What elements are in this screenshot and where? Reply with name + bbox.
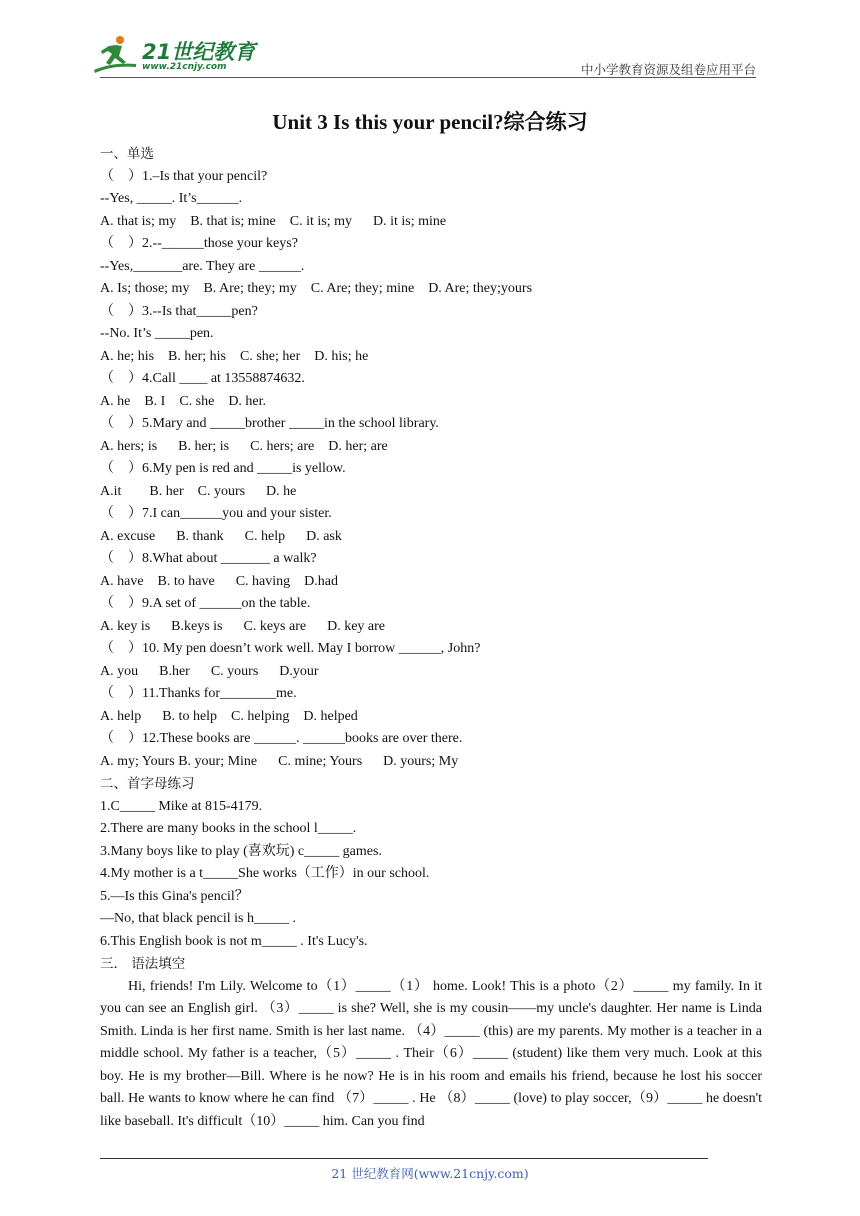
runner-logo-icon bbox=[92, 34, 138, 76]
question-line: 4.My mother is a t_____She works（工作）in our school. bbox=[100, 866, 430, 881]
question-line: （ ）12.These books are ______. ______books are over there. bbox=[100, 731, 463, 746]
options-line: A. my; Yours B. your; Mine C. mine; Yours D. yours; My bbox=[100, 753, 459, 769]
question-line: （ ）1.–Is that your pencil? bbox=[100, 168, 268, 184]
options-line: A. you B.her C. yours D.your bbox=[100, 663, 319, 679]
header-platform-text: 中小学教育资源及组卷应用平台 bbox=[580, 62, 756, 77]
options-line: A. hers; is B. her; is C. hers; are D. her; are bbox=[100, 438, 388, 454]
question-line: 2.There are many books in the school l_____. bbox=[100, 821, 357, 836]
section-heading: 三． 语法填空 bbox=[100, 956, 186, 972]
options-line: A. help B. to help C. helping D. helped bbox=[100, 708, 358, 724]
page-title: Unit 3 Is this your pencil?综合练习 bbox=[272, 110, 588, 134]
question-line: --Yes,_______are. They are ______. bbox=[100, 258, 305, 274]
site-logo[interactable] bbox=[92, 34, 262, 78]
header-divider bbox=[100, 77, 756, 78]
options-line: A. that is; my B. that is; mine C. it is; my D. it is; mine bbox=[100, 213, 447, 229]
options-line: A.it B. her C. yours D. he bbox=[100, 483, 297, 499]
question-line: 5.—Is this Gina's pencil？ bbox=[100, 888, 249, 904]
footer-divider bbox=[100, 1158, 708, 1159]
question-line: （ ）11.Thanks for________me. bbox=[100, 686, 297, 701]
question-line: （ ）7.I can______you and your sister. bbox=[100, 506, 332, 521]
question-line: （ ）10. My pen doesn’t work well. May I borrow ______, John? bbox=[100, 641, 481, 656]
section-heading: 二、首字母练习 bbox=[100, 776, 195, 792]
question-line: --No. It’s _____pen. bbox=[100, 326, 214, 341]
question-line: （ ）8.What about _______ a walk? bbox=[100, 551, 317, 566]
page-header bbox=[0, 0, 860, 80]
options-line: A. have B. to have C. having D.had bbox=[100, 573, 338, 589]
options-line: A. excuse B. thank C. help D. ask bbox=[100, 528, 342, 544]
question-line: —No, that black pencil is h_____ . bbox=[100, 911, 296, 926]
section-heading: 一、单选 bbox=[100, 146, 154, 162]
options-line: A. Is; those; my B. Are; they; my C. Are; they; mine D. Are; they;yours bbox=[100, 281, 533, 296]
options-line: A. he; his B. her; his C. she; her D. his; he bbox=[100, 348, 369, 364]
question-line: 1.C_____ Mike at 815-4179. bbox=[100, 798, 263, 814]
logo-url: www.21cnjy.com bbox=[142, 62, 227, 72]
footer-link[interactable]: 21 世纪教育网(www.21cnjy.com) bbox=[331, 1166, 529, 1181]
cloze-paragraph: Hi, friends! I'm Lily. Welcome to（1）_____（1） home. Look! This is a photo（2）_____ my family. In it you can see an English girl. （3）_____ is she? Well, she is my cousin——my uncle's daughter. Her name is Linda Smith. Linda is her first name. Smith is her last name. （4）_____ (this) are my parents. My mother is a teacher in a middle school. My father is a teacher,（5）_____ . Their（6）_____ (student) like them very much. Look at this boy. He is my brother—Bill. Where is he now? He is in his room and emails his friend, because he lost his soccer ball. He wants to know where he can find （7）_____ . He （8）_____ (love) to play soccer,（9）_____ he doesn't like baseball. It's difficult（10）_____ him. Can you find bbox=[100, 978, 762, 1129]
question-line: （ ）3.--Is that_____pen? bbox=[100, 303, 258, 319]
question-line: （ ）5.Mary and _____brother _____in the school library. bbox=[100, 416, 439, 431]
options-line: A. he B. I C. she D. her. bbox=[100, 393, 267, 409]
question-line: （ ）4.Call ____ at 13558874632. bbox=[100, 371, 305, 386]
options-line: A. key is B.keys is C. keys are D. key are bbox=[100, 618, 386, 634]
exercise-content bbox=[100, 143, 762, 1133]
logo-text: 21世纪教育 bbox=[142, 40, 256, 64]
question-line: --Yes, _____. It’s______. bbox=[100, 191, 243, 206]
question-line: 3.Many boys like to play (喜欢玩) c_____ games. bbox=[100, 843, 382, 859]
question-line: （ ）6.My pen is red and _____is yellow. bbox=[100, 461, 346, 476]
question-line: （ ）2.--______those your keys? bbox=[100, 236, 298, 251]
question-line: 6.This English book is not m_____ . It's Lucy's. bbox=[100, 933, 368, 949]
question-line: （ ）9.A set of ______on the table. bbox=[100, 596, 311, 611]
